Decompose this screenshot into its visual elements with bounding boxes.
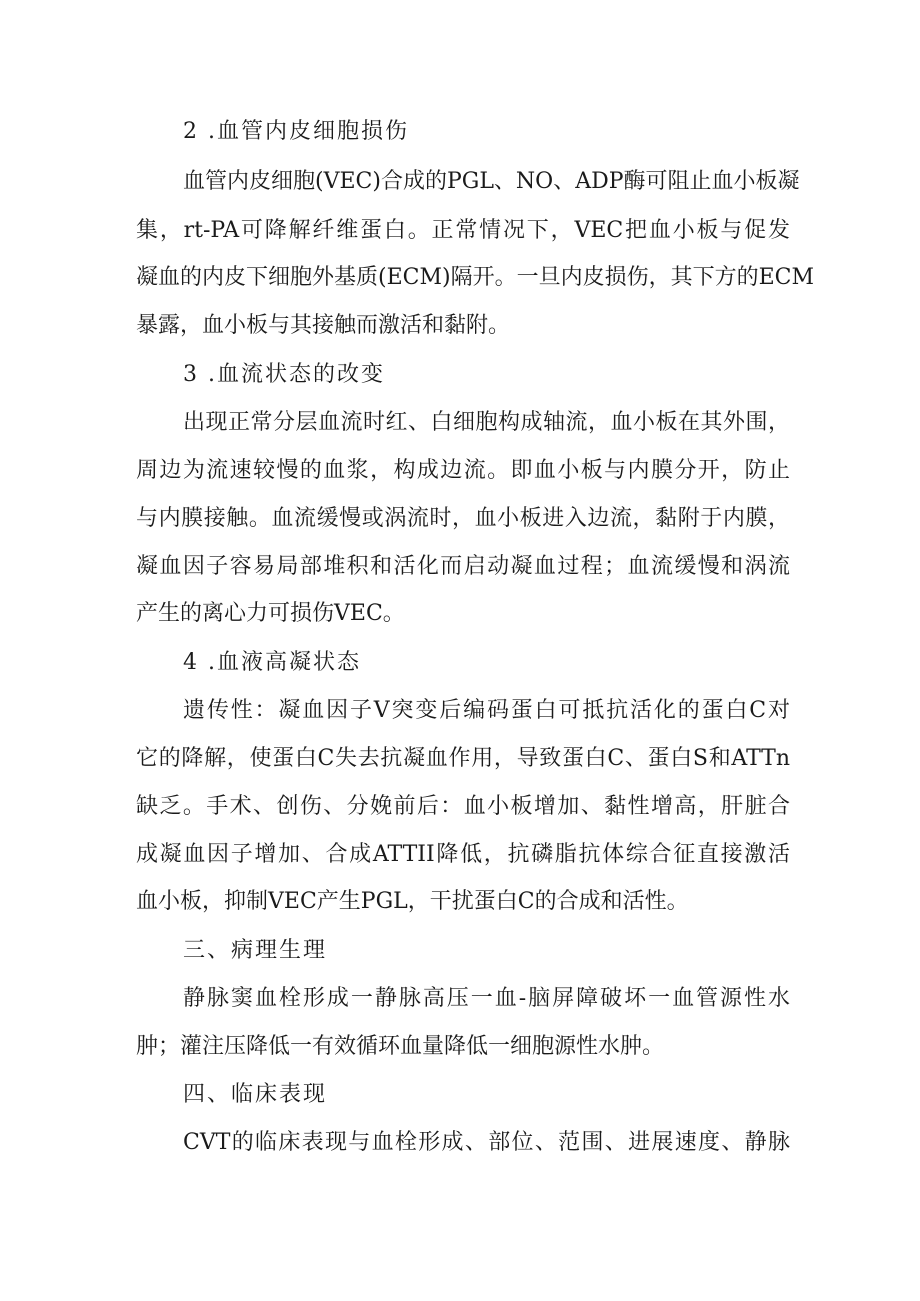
section-heading-hypercoagulable: 4 .血液高凝状态 — [183, 650, 361, 675]
paragraph-line: 与内膜接触。血流缓慢或涡流时，血小板进入边流，黏附于内膜， — [136, 506, 790, 531]
section-heading-endothelial-injury: 2 .血管内皮细胞损伤 — [183, 119, 409, 144]
paragraph-line: 暴露，血小板与其接触而激活和黏附。 — [136, 313, 511, 338]
paragraph-line: 产生的离心力可损伤VEC。 — [136, 601, 405, 626]
paragraph-line: 肿；灌注压降低一有效循环血量降低一细胞源性水肿。 — [136, 1034, 665, 1059]
paragraph-line: 静脉窦血栓形成一静脉高压一血-脑屏障破坏一血管源性水 — [183, 986, 790, 1011]
paragraph-line: 遗传性：凝血因子V突变后编码蛋白可抵抗活化的蛋白C对 — [183, 698, 790, 723]
paragraph-line: 成凝血因子增加、合成ATTII降低，抗磷脂抗体综合征直接激活 — [136, 842, 790, 867]
paragraph-line: 缺乏。手术、创伤、分娩前后：血小板增加、黏性增高，肝脏合 — [136, 794, 790, 819]
paragraph-line: 凝血的内皮下细胞外基质(ECM)隔开。一旦内皮损伤，其下方的ECM — [136, 265, 815, 290]
paragraph-line: 血小板，抑制VEC产生PGL，干扰蛋白C的合成和活性。 — [136, 889, 689, 914]
paragraph-line: CVT的临床表现与血栓形成、部位、范围、进展速度、静脉 — [183, 1130, 790, 1155]
paragraph-line: 集，rt-PA可降解纤维蛋白。正常情况下，VEC把血小板与促发 — [136, 218, 790, 243]
section-heading-pathophysiology: 三、病理生理 — [183, 938, 328, 963]
paragraph-line: 血管内皮细胞(VEC)合成的PGL、NO、ADP酶可阻止血小板凝 — [183, 169, 800, 194]
section-heading-clinical: 四、临床表现 — [183, 1082, 328, 1107]
section-heading-blood-flow: 3 .血流状态的改变 — [183, 362, 385, 387]
paragraph-line: 周边为流速较慢的血浆，构成边流。即血小板与内膜分开，防止 — [136, 458, 790, 483]
paragraph-line: 凝血因子容易局部堆积和活化而启动凝血过程；血流缓慢和涡流 — [136, 554, 790, 579]
paragraph-line: 它的降解，使蛋白C失去抗凝血作用，导致蛋白C、蛋白S和ATTn — [136, 746, 790, 771]
paragraph-line: 出现正常分层血流时红、白细胞构成轴流，血小板在其外围， — [183, 410, 790, 435]
